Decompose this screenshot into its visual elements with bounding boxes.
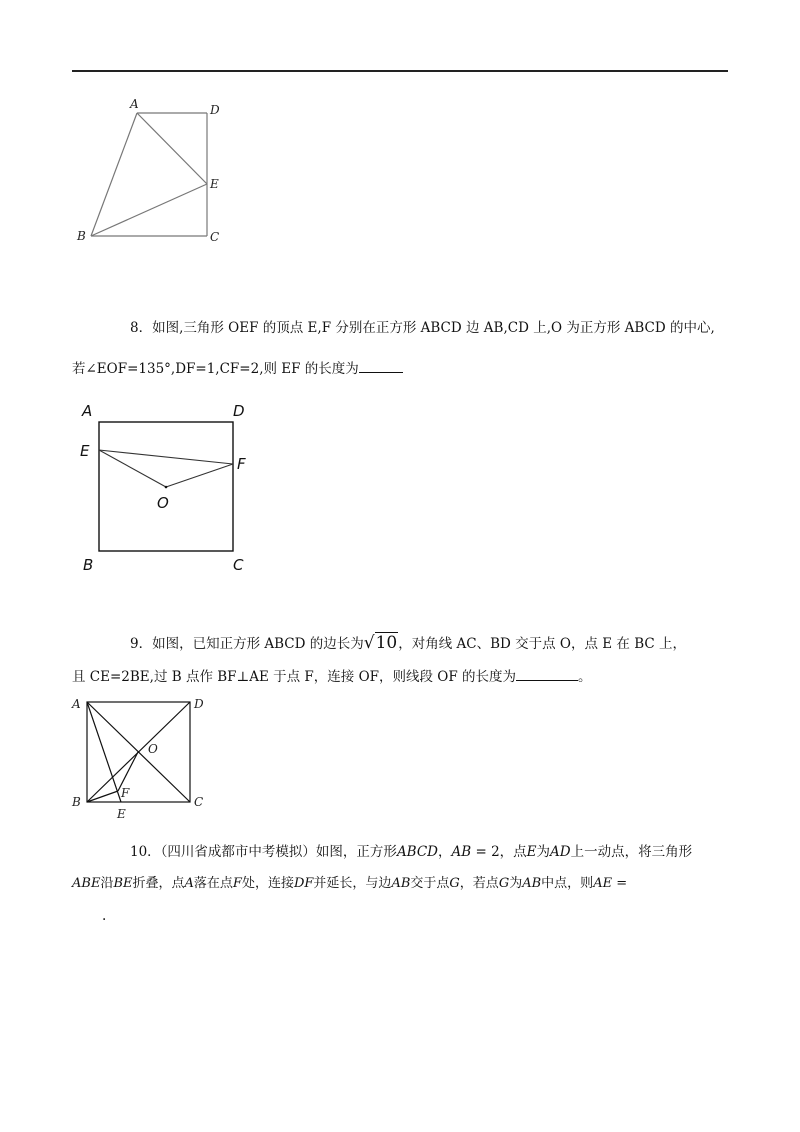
q10-line1: 10．（四川省成都市中考模拟）如图，正方形ABCD，AB = 2，点E为AD上一动点，将三角形 [130, 844, 693, 860]
label-c: C [233, 556, 244, 574]
label-f: F [237, 455, 246, 473]
seg-bf [87, 791, 118, 802]
label-b: B [77, 229, 86, 243]
q8-line2: 若∠EOF=135°,DF=1,CF=2,则 EF 的长度为 [72, 358, 732, 379]
label-c: C [194, 795, 204, 809]
label-e: E [80, 442, 90, 460]
q10-line2: ABE沿BE折叠，点A落在点F处，连接DF并延长，与边AB交于点G，若点G为AB中点，则AE = [72, 876, 628, 891]
label-b: B [83, 556, 94, 574]
q10-line3: . [102, 908, 107, 924]
label-d: D [233, 402, 245, 420]
label-b: B [72, 795, 81, 809]
label-f: F [121, 786, 130, 800]
label-d: D [210, 103, 220, 117]
q9-line2: 且 CE=2BE,过 B 点作 BF⊥AE 于点 F，连接 OF，则线段 OF 的长度为 。 [72, 666, 732, 687]
seg-ae [87, 702, 121, 802]
sqrt-expression: √10 [363, 633, 398, 653]
q9-line1: 9．如图，已知正方形 ABCD 的边长为√10，对角线 AC、BD 交于点 O，点 E 在 BC 上， [130, 633, 687, 653]
label-e: E [210, 177, 219, 191]
label-o: O [157, 494, 169, 512]
label-o: O [148, 742, 158, 756]
label-e: E [117, 807, 126, 821]
label-c: C [210, 230, 220, 244]
label-a: A [82, 402, 93, 420]
q8-line1: 8．如图,三角形 OEF 的顶点 E,F 分别在正方形 ABCD 边 AB,CD 上,O 为正方形 ABCD 的中心, [130, 320, 715, 336]
label-d: D [194, 697, 204, 711]
label-a: A [130, 97, 139, 111]
label-a: A [72, 697, 81, 711]
